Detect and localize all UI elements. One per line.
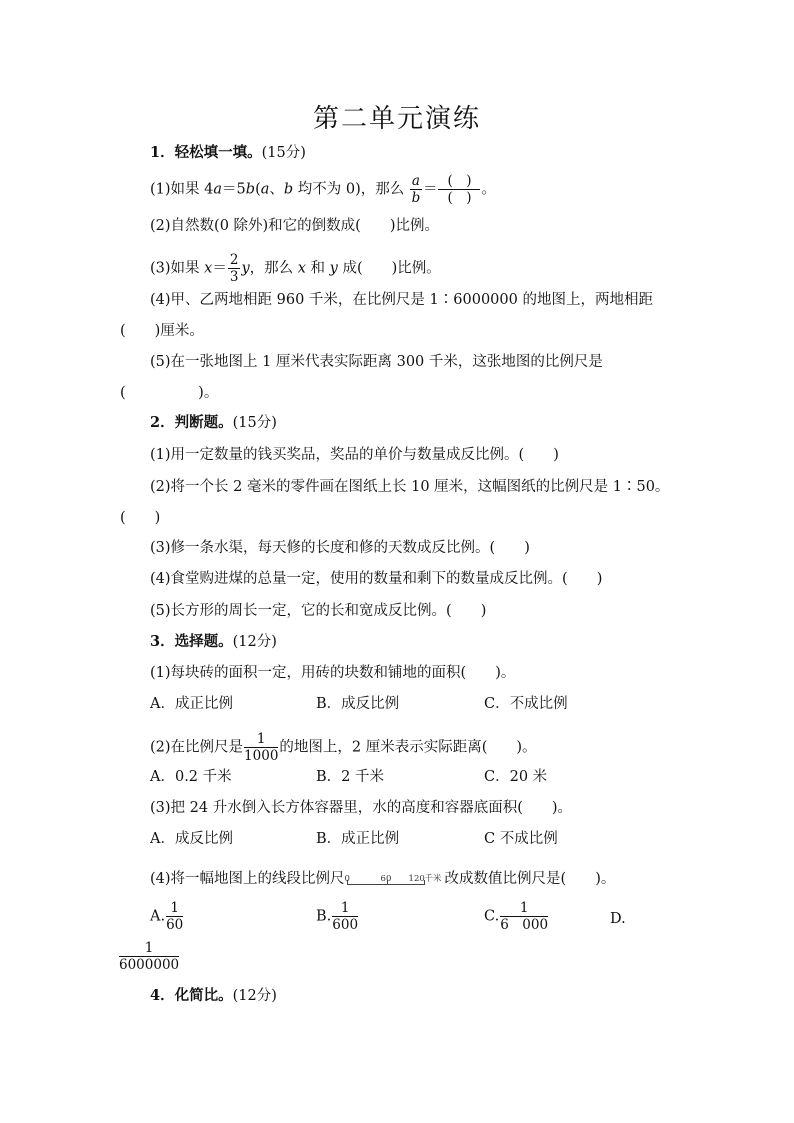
s1-q5-line1: (5)在一张地图上 1 厘米代表实际距离 300 千米，这张地图的比例尺是 xyxy=(150,354,603,370)
s3-q4-option-a[interactable] xyxy=(150,900,184,933)
s3-q3-option-a[interactable]: A．成反比例 xyxy=(150,831,233,847)
s3-q4-option-d-label[interactable]: D. xyxy=(610,911,626,927)
fraction-scale xyxy=(244,731,278,764)
s3-q1-option-c[interactable]: C．不成比例 xyxy=(484,696,568,712)
s3-q4-option-b[interactable] xyxy=(316,900,359,933)
fraction-numerator: ( ) xyxy=(438,173,480,190)
scale-unit: 千米 xyxy=(424,874,442,884)
fraction-denominator: 60 xyxy=(166,917,184,933)
q-text: (4)将一幅地图上的线段比例尺 xyxy=(150,871,345,887)
fraction-numerator: a xyxy=(411,173,420,189)
var-y: y xyxy=(241,260,250,277)
s2-q1: (1)用一定数量的钱买奖品，奖品的单价与数量成反比例。( ) xyxy=(150,447,559,463)
s3-q2-option-b[interactable]: B．2 千米 xyxy=(316,769,384,785)
option-label: A. xyxy=(150,908,166,925)
scale-label: 60 xyxy=(380,874,392,884)
s2-q5: (5)长方形的周长一定，它的长和宽成反比例。( ) xyxy=(150,603,487,619)
option-label: C. xyxy=(484,908,500,925)
q-text: ＝ xyxy=(212,260,227,277)
q-text: 成( )比例。 xyxy=(337,260,441,277)
s3-q1: (1)每块砖的面积一定，用砖的块数和铺地的面积( )。 xyxy=(150,665,516,681)
s3-q2-option-c[interactable]: C．20 米 xyxy=(484,769,548,785)
page-title: 第二单元演练 xyxy=(312,104,481,134)
q-text: ，那么 xyxy=(249,260,298,277)
s1-q3 xyxy=(150,252,441,285)
fraction-two-thirds xyxy=(228,252,241,285)
q-text: (3)如果 xyxy=(150,260,205,277)
fraction-denominator: 6 000 xyxy=(500,917,549,933)
fraction-denominator: ( ) xyxy=(447,190,472,206)
s3-q1-option-a[interactable]: A．成正比例 xyxy=(150,696,233,712)
fraction-numerator: 1 xyxy=(332,900,358,917)
section-3-heading xyxy=(150,632,277,652)
option-label: B. xyxy=(316,908,332,925)
fraction-denominator: 6000000 xyxy=(119,957,180,973)
section-heading: 2．判断题。 xyxy=(150,414,233,431)
fraction-denominator: 3 xyxy=(229,269,239,285)
s3-q3-option-c[interactable]: C 不成比例 xyxy=(484,831,558,847)
s1-q4-line2: ( )厘米。 xyxy=(120,323,204,339)
scale-label: 120 xyxy=(408,874,425,884)
var-a: a xyxy=(213,181,223,198)
s1-q4-line1: (4)甲、乙两地相距 960 千米，在比例尺是 1∶6000000 的地图上，两地相距 xyxy=(150,292,653,308)
s3-q2 xyxy=(150,731,537,764)
scale-label: 0 xyxy=(344,874,350,884)
q-text: 改成数值比例尺是( )。 xyxy=(444,871,616,887)
section-heading: 1．轻松填一填。 xyxy=(150,144,262,161)
q-text: 和 xyxy=(305,260,330,277)
section-points: (15分) xyxy=(261,145,306,161)
q-text: 均不为 0)，那么 xyxy=(293,181,405,198)
fraction-denominator: 600 xyxy=(332,917,359,933)
fraction-numerator: 1 xyxy=(119,940,179,957)
answer-fraction-blank[interactable] xyxy=(438,173,480,206)
s3-q1-option-b[interactable]: B．成反比例 xyxy=(316,696,400,712)
option-fraction xyxy=(500,900,548,933)
fraction-numerator: 1 xyxy=(166,900,183,917)
option-fraction xyxy=(119,940,179,973)
var-x: x xyxy=(297,260,306,277)
s3-q4-option-c[interactable] xyxy=(484,900,549,933)
q-text: ＝ xyxy=(422,181,438,198)
fraction-numerator: 2 xyxy=(229,252,239,268)
section-1-heading xyxy=(150,143,306,163)
q-text: (1)如果 4 xyxy=(150,181,214,198)
s1-q5-line2: ( )。 xyxy=(120,385,219,401)
section-points: (12分) xyxy=(232,634,277,650)
s3-q4-option-d[interactable] xyxy=(118,940,180,973)
q-text: (2)在比例尺是 xyxy=(150,739,244,756)
q-text: ＝5 xyxy=(222,181,246,198)
var-x: x xyxy=(204,260,213,277)
var-b: b xyxy=(283,181,294,198)
var-y: y xyxy=(329,260,338,277)
line-scale-bar xyxy=(345,869,445,889)
s2-q3: (3)修一条水渠，每天修的长度和修的天数成反比例。( ) xyxy=(150,540,530,556)
section-points: (15分) xyxy=(232,415,277,431)
section-heading: 4．化简比。 xyxy=(150,987,233,1004)
section-4-heading xyxy=(150,986,277,1006)
fraction-numerator: 1 xyxy=(244,731,278,748)
q-text: 的地图上，2 厘米表示实际距离( )。 xyxy=(279,739,537,756)
fraction-numerator: 1 xyxy=(500,900,548,917)
s2-q2-line2: ( ) xyxy=(120,510,161,526)
s2-q4: (4)食堂购进煤的总量一定，使用的数量和剩下的数量成反比例。( ) xyxy=(150,571,603,587)
fraction-a-over-b xyxy=(410,173,422,206)
var-a: a xyxy=(260,181,270,198)
q-text: 、 xyxy=(269,181,284,198)
s1-q2: (2)自然数(0 除外)和它的倒数成( )比例。 xyxy=(150,218,440,234)
s3-q2-option-a[interactable]: A．0.2 千米 xyxy=(150,769,232,785)
fraction-denominator: b xyxy=(411,190,421,206)
s1-q1 xyxy=(150,173,496,206)
s3-q3: (3)把 24 升水倒入长方体容器里，水的高度和容器底面积( )。 xyxy=(150,800,573,816)
option-fraction xyxy=(166,900,183,933)
s3-q3-option-b[interactable]: B．成正比例 xyxy=(316,831,400,847)
s2-q2-line1: (2)将一个长 2 毫米的零件画在图纸上长 10 厘米，这幅图纸的比例尺是 1∶50。 xyxy=(150,479,670,495)
q-text: 。 xyxy=(481,181,496,198)
s3-q4 xyxy=(150,869,615,889)
section-heading: 3．选择题。 xyxy=(150,633,233,650)
fraction-denominator: 1000 xyxy=(244,748,279,764)
section-2-heading xyxy=(150,413,277,433)
var-b: b xyxy=(245,181,256,198)
option-fraction xyxy=(332,900,358,933)
section-points: (12分) xyxy=(232,988,277,1004)
q-text: ( xyxy=(255,181,261,198)
